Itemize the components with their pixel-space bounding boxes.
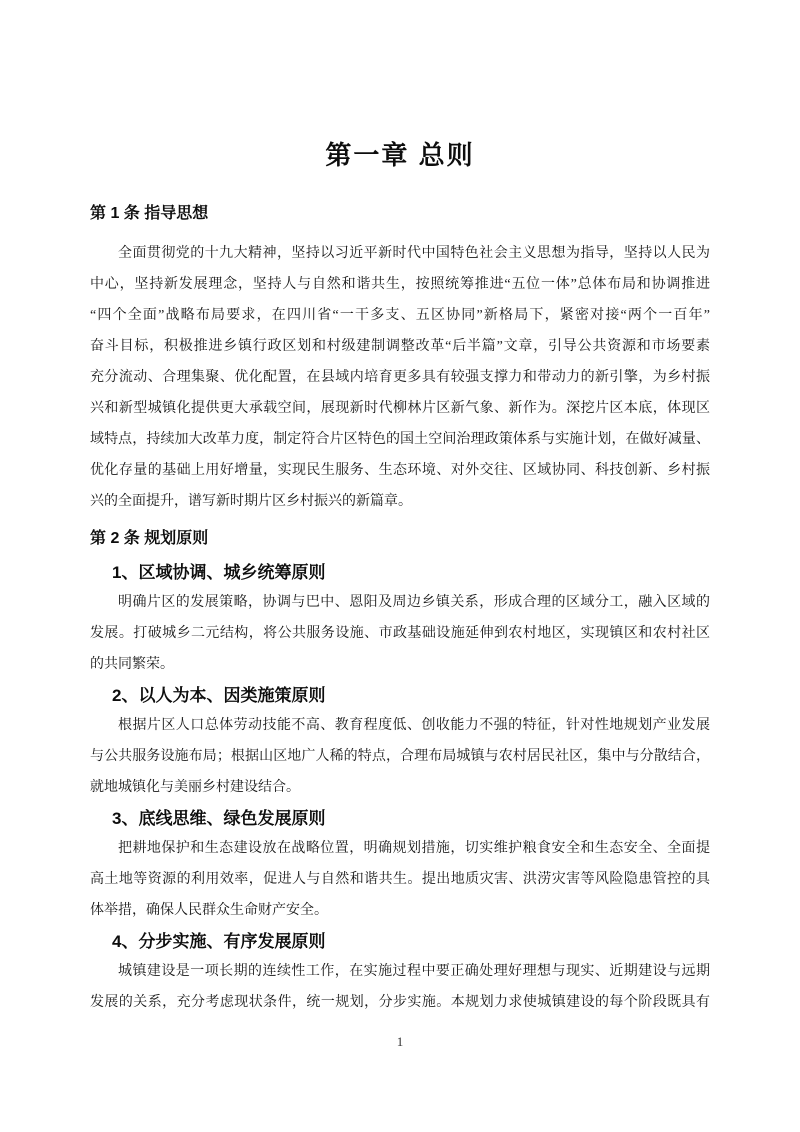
body-line: 城镇建设是一项长期的连续性工作，在实施过程中要正确处理好理想与现实、近期建设与远期 xyxy=(118,964,710,979)
principle-4 xyxy=(90,930,710,1018)
principle-1-heading: 1、区域协调、城乡统筹原则 xyxy=(112,563,326,582)
principle-1 xyxy=(90,561,710,680)
body-line: 发展的关系，充分考虑现状条件，统一规划，分步实施。本规划力求使城镇建设的每个阶段既具有 xyxy=(90,995,710,1010)
body-line: 高土地等资源的利用效率，促进人与自然和谐共生。提出地质灾害、洪涝灾害等风险隐患管控的具 xyxy=(90,872,710,887)
body-line: 奋斗目标，积极推进乡镇行政区划和村级建制调整改革“后半篇”文章，引导公共资源和市场要素 xyxy=(90,339,710,354)
article-1-paragraph xyxy=(90,238,710,517)
body-line: “四个全面”战略布局要求，在四川省“一干多支、五区协同”新格局下，紧密对接“两个一百年” xyxy=(90,308,710,323)
chapter-title: 第一章 总则 xyxy=(325,140,475,170)
body-line: 与公共服务设施布局；根据山区地广人稀的特点，合理布局城镇与农村居民社区，集中与分散结合， xyxy=(90,749,710,764)
principle-3-paragraph xyxy=(90,833,710,926)
body-line: 就地城镇化与美丽乡村建设结合。 xyxy=(90,780,300,795)
body-line: 域特点，持续加大改革力度，制定符合片区特色的国土空间治理政策体系与实施计划，在做好减量、 xyxy=(90,432,710,447)
article-1 xyxy=(90,202,710,517)
principle-4-heading: 4、分步实施、有序发展原则 xyxy=(112,932,326,951)
principle-2 xyxy=(90,684,710,803)
body-line: 兴和新型城镇化提供更大承载空间，展现新时代柳林片区新气象、新作为。深挖片区本底，体现区 xyxy=(90,401,710,416)
page-number: 1 xyxy=(396,1034,404,1049)
page-footer xyxy=(90,1034,710,1050)
principle-3 xyxy=(90,807,710,926)
article-1-heading: 第 1 条 指导思想 xyxy=(90,205,209,222)
principle-1-paragraph xyxy=(90,587,710,680)
body-line: 全面贯彻党的十九大精神，坚持以习近平新时代中国特色社会主义思想为指导，坚持以人民为 xyxy=(118,246,710,261)
body-line: 明确片区的发展策略，协调与巴中、恩阳及周边乡镇关系，形成合理的区域分工，融入区域的 xyxy=(118,595,710,610)
body-line: 充分流动、合理集聚、优化配置，在县域内培育更多具有较强支撑力和带动力的新引擎，为乡村振 xyxy=(90,370,710,385)
principle-3-heading: 3、底线思维、绿色发展原则 xyxy=(112,809,326,828)
body-line: 把耕地保护和生态建设放在战略位置，明确规划措施，切实维护粮食安全和生态安全、全面提 xyxy=(118,841,710,856)
body-line: 的共同繁荣。 xyxy=(90,657,174,672)
body-line: 兴的全面提升，谱写新时期片区乡村振兴的新篇章。 xyxy=(90,494,412,509)
article-2 xyxy=(90,527,710,1018)
body-line: 优化存量的基础上用好增量，实现民生服务、生态环境、对外交往、区域协同、科技创新、乡村振 xyxy=(90,463,710,478)
body-line: 根据片区人口总体劳动技能不高、教育程度低、创收能力不强的特征，针对性地规划产业发展 xyxy=(118,718,710,733)
principle-2-paragraph xyxy=(90,710,710,803)
article-2-heading: 第 2 条 规划原则 xyxy=(90,530,209,547)
principle-2-heading: 2、以人为本、因类施策原则 xyxy=(112,686,326,705)
body-line: 发展。打破城乡二元结构，将公共服务设施、市政基础设施延伸到农村地区，实现镇区和农村社区 xyxy=(90,626,710,641)
principle-4-paragraph xyxy=(90,956,710,1018)
body-line: 中心，坚持新发展理念，坚持人与自然和谐共生，按照统筹推进“五位一体”总体布局和协调推进 xyxy=(90,277,710,292)
body-line: 体举措，确保人民群众生命财产安全。 xyxy=(90,903,328,918)
